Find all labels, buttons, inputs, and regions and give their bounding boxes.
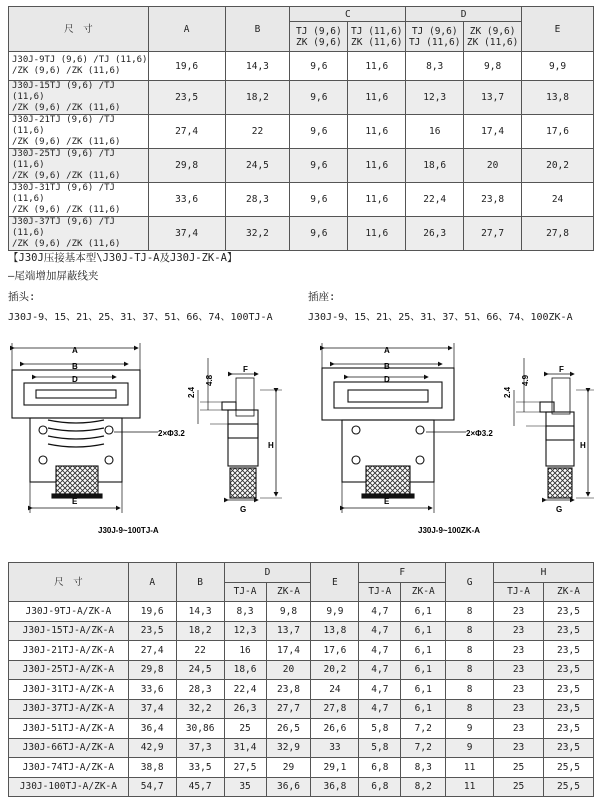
cell-d1: 35	[224, 777, 266, 797]
socket-caption: J30J-9~100ZK-A	[418, 526, 481, 535]
cell-g: 8	[446, 699, 494, 719]
header-d1: TJ (9,6) TJ (11,6)	[406, 22, 464, 52]
cell-g: 11	[446, 777, 494, 797]
cell-d2: 29	[266, 758, 311, 778]
cell-e: 13,8	[311, 621, 359, 641]
table2-body	[9, 602, 594, 797]
cell-g: 8	[446, 641, 494, 661]
connector-drawing	[0, 328, 600, 558]
cell-f2: 6,1	[401, 621, 446, 641]
t2-header-e: E	[311, 563, 359, 602]
cell-g: 8	[446, 660, 494, 680]
cell-b: 24,5	[225, 149, 290, 183]
cell-h2: 23,5	[543, 602, 593, 622]
cell-f1: 6,8	[359, 777, 401, 797]
cell-a: 29,8	[148, 149, 225, 183]
cell-d1: 12,3	[406, 81, 464, 115]
header-c1: TJ (9,6) ZK (9,6)	[290, 22, 348, 52]
cell-a: 36,4	[128, 719, 176, 739]
cell-a: 33,6	[128, 680, 176, 700]
cell-e: 27,8	[311, 699, 359, 719]
cell-c1: 9,6	[290, 115, 348, 149]
cell-g: 9	[446, 719, 494, 739]
cell-a: 33,6	[148, 183, 225, 217]
cell-d1: 12,3	[224, 621, 266, 641]
cell-d1: 31,4	[224, 738, 266, 758]
cell-f1: 4,7	[359, 660, 401, 680]
cell-f2: 6,1	[401, 660, 446, 680]
cell-e: 9,9	[522, 52, 594, 81]
cell-d1: 16	[406, 115, 464, 149]
model-name-line1: J30J-25TJ (9,6) /TJ (11,6)	[12, 149, 115, 170]
cell-h1: 23	[494, 621, 544, 641]
row-model-name	[9, 52, 149, 81]
row-model-name: J30J-31TJ-A/ZK-A	[9, 680, 129, 700]
cell-h2: 25,5	[543, 777, 593, 797]
row-model-name: J30J-15TJ-A/ZK-A	[9, 621, 129, 641]
cell-d1: 8,3	[406, 52, 464, 81]
cell-d1: 22,4	[406, 183, 464, 217]
cell-a: 42,9	[128, 738, 176, 758]
plug-label-b: B	[72, 362, 78, 371]
cell-e: 17,6	[522, 115, 594, 149]
row-model-name: J30J-25TJ-A/ZK-A	[9, 660, 129, 680]
cell-a: 19,6	[148, 52, 225, 81]
cell-d2: 9,8	[464, 52, 522, 81]
row-model-name	[9, 183, 149, 217]
table1-body	[9, 52, 594, 251]
cell-f1: 4,7	[359, 641, 401, 661]
cell-c1: 9,6	[290, 217, 348, 251]
cell-a: 54,7	[128, 777, 176, 797]
cell-e: 33	[311, 738, 359, 758]
cell-e: 29,1	[311, 758, 359, 778]
table-row	[9, 217, 594, 251]
cell-h2: 23,5	[543, 660, 593, 680]
t2-header-h-zka: ZK-A	[543, 582, 593, 602]
t2-header-a: A	[128, 563, 176, 602]
t2-header-f-zka: ZK-A	[401, 582, 446, 602]
table-row	[9, 719, 594, 739]
cell-h2: 23,5	[543, 699, 593, 719]
cell-d1: 22,4	[224, 680, 266, 700]
table-row	[9, 81, 594, 115]
cell-d1: 25	[224, 719, 266, 739]
socket-label-a: A	[384, 346, 390, 355]
table-row	[9, 52, 594, 81]
cell-b: 33,5	[176, 758, 224, 778]
plug-dim-24: 2.4	[187, 386, 196, 398]
cell-f2: 6,1	[401, 602, 446, 622]
cell-h2: 23,5	[543, 738, 593, 758]
socket-dim-24: 2.4	[503, 386, 512, 398]
cell-e: 24	[522, 183, 594, 217]
t2-header-g: G	[446, 563, 494, 602]
plug-label-g: G	[240, 505, 247, 514]
cell-f2: 6,1	[401, 699, 446, 719]
cell-e: 20,2	[311, 660, 359, 680]
cell-h2: 23,5	[543, 680, 593, 700]
cell-d1: 18,6	[224, 660, 266, 680]
header-e: E	[522, 7, 594, 52]
cell-d1: 27,5	[224, 758, 266, 778]
plug-label-e: E	[72, 497, 78, 506]
cell-c1: 9,6	[290, 52, 348, 81]
cell-d2: 32,9	[266, 738, 311, 758]
cell-c2: 11,6	[348, 217, 406, 251]
cell-b: 14,3	[176, 602, 224, 622]
cell-b: 14,3	[225, 52, 290, 81]
plug-label: 插头:	[8, 291, 36, 303]
cell-c1: 9,6	[290, 81, 348, 115]
table-row	[9, 183, 594, 217]
cell-d2: 13,7	[266, 621, 311, 641]
cell-b: 18,2	[225, 81, 290, 115]
cell-d1: 18,6	[406, 149, 464, 183]
cell-d2: 9,8	[266, 602, 311, 622]
row-model-name: J30J-37TJ-A/ZK-A	[9, 699, 129, 719]
cell-h2: 23,5	[543, 719, 593, 739]
cell-b: 28,3	[225, 183, 290, 217]
header-d2: ZK (9,6) ZK (11,6)	[464, 22, 522, 52]
t2-header-d-zka: ZK-A	[266, 582, 311, 602]
row-model-name: J30J-66TJ-A/ZK-A	[9, 738, 129, 758]
t2-header-h-tja: TJ-A	[494, 582, 544, 602]
cell-b: 24,5	[176, 660, 224, 680]
model-name-line1: J30J-21TJ (9,6) /TJ (11,6)	[12, 115, 115, 136]
t2-header-b: B	[176, 563, 224, 602]
table-row	[9, 680, 594, 700]
cell-d2: 36,6	[266, 777, 311, 797]
socket-label-d: D	[384, 375, 390, 384]
model-name-line2: /ZK (9,6) /ZK (11,6)	[12, 103, 121, 113]
cell-e: 13,8	[522, 81, 594, 115]
row-model-name	[9, 217, 149, 251]
cell-c2: 11,6	[348, 115, 406, 149]
cell-d2: 17,4	[266, 641, 311, 661]
table-row	[9, 115, 594, 149]
table-row	[9, 641, 594, 661]
cell-f2: 7,2	[401, 719, 446, 739]
cell-d2: 27,7	[266, 699, 311, 719]
socket-models: J30J-9、15、21、25、31、37、51、66、74、100ZK-A	[308, 312, 573, 323]
socket-label-b: B	[384, 362, 390, 371]
table-row	[9, 758, 594, 778]
cell-h2: 23,5	[543, 641, 593, 661]
cell-b: 18,2	[176, 621, 224, 641]
table-row	[9, 777, 594, 797]
header-b: B	[225, 7, 290, 52]
table-row	[9, 149, 594, 183]
cell-h2: 25,5	[543, 758, 593, 778]
socket-dim-49: 4.9	[521, 374, 530, 386]
table-row	[9, 699, 594, 719]
cell-h1: 23	[494, 719, 544, 739]
cell-d2: 23,8	[464, 183, 522, 217]
cell-a: 37,4	[148, 217, 225, 251]
cell-a: 29,8	[128, 660, 176, 680]
header-c: C	[290, 7, 406, 22]
model-name-line1: J30J-15TJ (9,6) /TJ (11,6)	[12, 81, 115, 102]
cell-g: 8	[446, 621, 494, 641]
cell-e: 9,9	[311, 602, 359, 622]
row-model-name: J30J-51TJ-A/ZK-A	[9, 719, 129, 739]
cell-b: 22	[176, 641, 224, 661]
cell-h2: 23,5	[543, 621, 593, 641]
dimension-table-basic	[8, 6, 594, 251]
cell-e: 36,8	[311, 777, 359, 797]
cell-c1: 9,6	[290, 183, 348, 217]
cell-f1: 4,7	[359, 680, 401, 700]
t2-header-size: 尺 寸	[9, 563, 129, 602]
section-subtitle: —尾端增加屏蔽线夹	[8, 270, 99, 282]
cell-b: 28,3	[176, 680, 224, 700]
model-name-line2: /ZK (9,6) /ZK (11,6)	[12, 137, 121, 147]
socket-label-g: G	[556, 505, 563, 514]
row-model-name	[9, 149, 149, 183]
row-model-name	[9, 81, 149, 115]
cell-h1: 23	[494, 641, 544, 661]
cell-b: 37,3	[176, 738, 224, 758]
plug-caption: J30J-9~100TJ-A	[98, 526, 159, 535]
plug-label-a: A	[72, 346, 78, 355]
row-model-name: J30J-9TJ-A/ZK-A	[9, 602, 129, 622]
cell-g: 8	[446, 602, 494, 622]
cell-d2: 20	[266, 660, 311, 680]
cell-d2: 27,7	[464, 217, 522, 251]
cell-f2: 8,2	[401, 777, 446, 797]
cell-a: 37,4	[128, 699, 176, 719]
model-name-line2: /ZK (9,6) /ZK (11,6)	[12, 171, 121, 181]
cell-c2: 11,6	[348, 81, 406, 115]
cell-a: 38,8	[128, 758, 176, 778]
cell-d1: 26,3	[406, 217, 464, 251]
plug-front-view	[12, 343, 158, 513]
section-title: 【J30J压接基本型\J30J-TJ-A及J30J-ZK-A】	[8, 252, 238, 264]
cell-b: 32,2	[176, 699, 224, 719]
cell-d2: 13,7	[464, 81, 522, 115]
cell-d2: 20	[464, 149, 522, 183]
model-name-line1: J30J-9TJ (9,6) /TJ (11,6)	[12, 55, 148, 65]
row-model-name: J30J-100TJ-A/ZK-A	[9, 777, 129, 797]
model-name-line2: /ZK (9,6) /ZK (11,6)	[12, 66, 121, 76]
t2-header-d-tja: TJ-A	[224, 582, 266, 602]
cell-f1: 4,7	[359, 699, 401, 719]
cell-d2: 23,8	[266, 680, 311, 700]
cell-h1: 25	[494, 777, 544, 797]
cell-a: 23,5	[128, 621, 176, 641]
cell-b: 32,2	[225, 217, 290, 251]
table-row	[9, 660, 594, 680]
plug-hole-label: 2×Φ3.2	[158, 429, 185, 438]
cell-a: 27,4	[128, 641, 176, 661]
cell-a: 19,6	[128, 602, 176, 622]
cell-h1: 25	[494, 758, 544, 778]
cell-c2: 11,6	[348, 149, 406, 183]
table-row	[9, 738, 594, 758]
cell-b: 22	[225, 115, 290, 149]
cell-f1: 4,7	[359, 621, 401, 641]
socket-label-h: H	[580, 441, 586, 450]
cell-f2: 7,2	[401, 738, 446, 758]
cell-h1: 23	[494, 699, 544, 719]
cell-d2: 26,5	[266, 719, 311, 739]
cell-c2: 11,6	[348, 52, 406, 81]
cell-a: 23,5	[148, 81, 225, 115]
socket-front-view	[322, 343, 466, 513]
header-a: A	[148, 7, 225, 52]
cell-g: 11	[446, 758, 494, 778]
cell-f2: 6,1	[401, 680, 446, 700]
cell-e: 27,8	[522, 217, 594, 251]
cell-b: 30,86	[176, 719, 224, 739]
model-name-line2: /ZK (9,6) /ZK (11,6)	[12, 205, 121, 215]
cell-f1: 5,8	[359, 719, 401, 739]
plug-label-h: H	[268, 441, 274, 450]
header-size: 尺 寸	[9, 7, 149, 52]
cell-h1: 23	[494, 602, 544, 622]
socket-label-e: E	[384, 497, 390, 506]
socket-label: 插座:	[308, 291, 336, 303]
model-name-line1: J30J-37TJ (9,6) /TJ (11,6)	[12, 217, 115, 238]
header-d: D	[406, 7, 522, 22]
plug-dim-48: 4.8	[205, 374, 214, 386]
plug-label-d: D	[72, 375, 78, 384]
cell-c1: 9,6	[290, 149, 348, 183]
row-model-name	[9, 115, 149, 149]
t2-header-f-tja: TJ-A	[359, 582, 401, 602]
cell-e: 26,6	[311, 719, 359, 739]
cell-h1: 23	[494, 660, 544, 680]
cell-d2: 17,4	[464, 115, 522, 149]
table-row	[9, 602, 594, 622]
t2-header-h: H	[494, 563, 594, 583]
cell-f1: 6,8	[359, 758, 401, 778]
cell-f1: 4,7	[359, 602, 401, 622]
cell-e: 24	[311, 680, 359, 700]
cell-e: 20,2	[522, 149, 594, 183]
table-row	[9, 621, 594, 641]
row-model-name: J30J-21TJ-A/ZK-A	[9, 641, 129, 661]
cell-f2: 8,3	[401, 758, 446, 778]
cell-c2: 11,6	[348, 183, 406, 217]
cell-a: 27,4	[148, 115, 225, 149]
plug-label-f: F	[243, 365, 248, 374]
cell-g: 9	[446, 738, 494, 758]
cell-h1: 23	[494, 738, 544, 758]
t2-header-f: F	[359, 563, 446, 583]
cell-h1: 23	[494, 680, 544, 700]
socket-hole-label: 2×Φ3.2	[466, 429, 493, 438]
plug-models: J30J-9、15、21、25、31、37、51、66、74、100TJ-A	[8, 312, 273, 323]
row-model-name: J30J-74TJ-A/ZK-A	[9, 758, 129, 778]
socket-label-f: F	[559, 365, 564, 374]
cell-g: 8	[446, 680, 494, 700]
cell-f1: 5,8	[359, 738, 401, 758]
model-name-line1: J30J-31TJ (9,6) /TJ (11,6)	[12, 183, 115, 204]
cell-b: 45,7	[176, 777, 224, 797]
cell-f2: 6,1	[401, 641, 446, 661]
model-name-line2: /ZK (9,6) /ZK (11,6)	[12, 239, 121, 249]
cell-d1: 8,3	[224, 602, 266, 622]
dimension-table-shielded	[8, 562, 594, 797]
cell-e: 17,6	[311, 641, 359, 661]
t2-header-d: D	[224, 563, 311, 583]
cell-d1: 16	[224, 641, 266, 661]
header-c2: TJ (11,6) ZK (11,6)	[348, 22, 406, 52]
cell-d1: 26,3	[224, 699, 266, 719]
